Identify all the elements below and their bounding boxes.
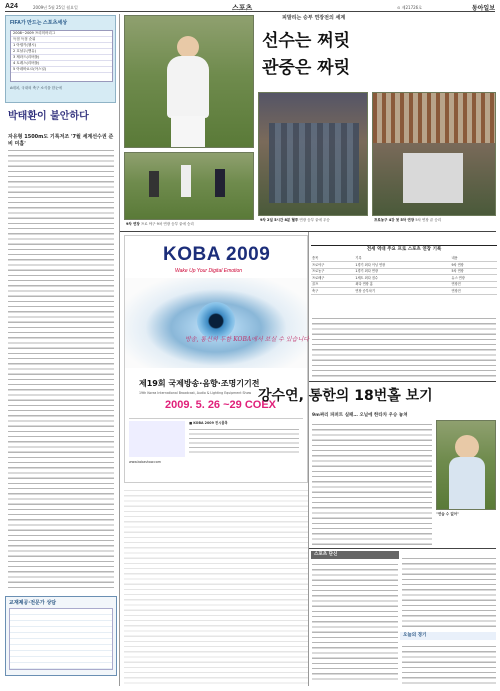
table-cell: 1세트 최다 점수 xyxy=(354,275,450,282)
table-title: 전세 역대 주요 프로 스포츠 연장 기록 xyxy=(366,247,442,252)
golfer-portrait-photo xyxy=(436,420,496,510)
koba-footer: www.kobashow.com xyxy=(129,460,161,464)
baseball-photo xyxy=(258,92,368,216)
table-cell: 1경기 최다 이닝 연장 xyxy=(354,262,450,269)
page-number: A24 xyxy=(5,3,18,10)
table-cell: 최다 연장 홀 xyxy=(354,281,450,288)
column-divider xyxy=(119,14,120,686)
koba-info-graphic xyxy=(129,421,185,457)
caption-text: 프로 야구 9차 연장 승부 끝에 승리 xyxy=(140,222,194,226)
column-divider xyxy=(308,232,309,686)
left-subhead: 자유형 1500m도 기록저조 '7월 세계선수권 준비 미흡' xyxy=(8,134,114,147)
briefs-header: 스포츠 단신 xyxy=(311,551,399,559)
newspaper-name: 동아일보 xyxy=(471,5,495,12)
briefs-text xyxy=(312,562,398,682)
table-cell: 종목 xyxy=(311,255,354,262)
feature-title-line2: 관중은 짜릿 xyxy=(262,58,351,78)
table-cell: 5차 연장 xyxy=(450,268,497,275)
feature-body-text xyxy=(312,316,496,380)
feature-kicker: 피말리는 승부 연장전의 세계 xyxy=(282,15,346,21)
small-advertisement xyxy=(5,596,117,676)
caption-tag: 9차 연장 xyxy=(126,222,140,226)
league-stats-box xyxy=(5,15,116,103)
table-cell: 내용 xyxy=(450,255,497,262)
koba-advertisement xyxy=(124,235,308,483)
stats-row: 득점 득점 순위 xyxy=(11,37,112,43)
caption-tag: 프로농구 4강 첫 5차 연장 xyxy=(374,218,415,222)
koba-info xyxy=(129,418,303,458)
table-cell: 프로농구 xyxy=(311,268,354,275)
article2-headline: 강수연, 통한의 18번홀 보기 xyxy=(258,388,433,404)
stats-row: 1 아넬카(첼시) xyxy=(11,43,112,49)
table-cell: 프로배구 xyxy=(311,275,354,282)
table-cell: 9차 연장 xyxy=(450,262,497,269)
photo-caption xyxy=(260,218,370,223)
portrait-caption: "연습 수 없어" xyxy=(436,512,459,516)
table-cell: 1경기 최다 연장 xyxy=(354,268,450,275)
stats-row: 4 토레스(리버풀) xyxy=(11,61,112,67)
section-divider xyxy=(309,548,496,549)
photo-caption xyxy=(126,222,254,227)
page-header xyxy=(5,2,495,12)
stats-table xyxy=(311,245,497,313)
table-cell: 듀스 연장 xyxy=(450,275,497,282)
section-divider xyxy=(309,381,496,382)
table-cell: 프로야구 xyxy=(311,262,354,269)
section-title: 스포츠 xyxy=(232,4,253,12)
stats-box-title: FIFA가 만드는 스포츠세상 xyxy=(10,20,68,26)
table-cell: 연장 승부차기 xyxy=(354,288,450,295)
stats-list xyxy=(10,30,113,82)
koba-dates: 2009. 5. 26 ~29 COEX xyxy=(165,399,276,411)
bottom-middle-text xyxy=(124,488,308,684)
record-table xyxy=(311,255,497,295)
caption-text: 연장 승부 끝에 우승 xyxy=(299,218,330,222)
issue-number: ⊙ 제21726호 xyxy=(397,5,423,10)
stats-box-caption: A매치, 국내외 축구 소식을 한눈에 xyxy=(10,86,62,90)
stats-row: 5 아데바요르(아스널) xyxy=(11,67,112,73)
koba-info-list xyxy=(189,419,299,459)
koba-logo: KOBA 2009 xyxy=(163,244,271,265)
briefs-text xyxy=(402,556,496,628)
today-games-text xyxy=(402,644,496,684)
basketball-photo xyxy=(372,92,496,216)
article2-subhead: 9m짜리 파퍼트 실패… 오닐에 한타차 우승 놓쳐 xyxy=(312,413,408,418)
eye-image xyxy=(125,278,310,368)
caption-tag: 9차 2일 5시간 8분 혈투 xyxy=(260,218,299,222)
small-ad-grid xyxy=(9,608,113,670)
table-cell: 기록 xyxy=(354,255,450,262)
golf-green-photo xyxy=(124,152,254,220)
left-headline: 박태환이 불안하다 xyxy=(8,111,89,122)
koba-handwriting: 방송, 통신의 두함 KOBA에서 보실 수 있습니다 xyxy=(185,336,310,343)
table-cell: 연장전 xyxy=(450,281,497,288)
issue-date: 2009년 5월 25일 월요일 xyxy=(33,5,78,10)
stats-row: 2 호날두(맨유) xyxy=(11,49,112,55)
table-cell: 골프 xyxy=(311,281,354,288)
table-cell: 축구 xyxy=(311,288,354,295)
table-cell: 연장전 xyxy=(450,288,497,295)
section-divider xyxy=(120,231,496,232)
koba-info-title: ■ KOBA 2009 전시품목 xyxy=(189,421,228,425)
stats-row: 2008~2009 프리미어리그 xyxy=(11,31,112,37)
stats-row: 3 제라드(리버풀) xyxy=(11,55,112,61)
koba-tagline: Wake Up Your Digital Emotion xyxy=(175,268,243,274)
left-body-text xyxy=(8,148,114,588)
photo-caption xyxy=(374,218,496,223)
caption-text: 5차 연장 끝 승리 xyxy=(415,218,442,222)
golfer-photo xyxy=(124,15,254,148)
small-ad-title: 교재제공·전문가 상담 xyxy=(9,600,57,606)
koba-title-english: 19th Korea International Broadcast, Audio & Lighting Equipment Show xyxy=(139,391,252,395)
table-row xyxy=(311,288,497,295)
koba-info-lines xyxy=(189,427,299,455)
feature-title-line1: 선수는 쩌릿 xyxy=(262,31,351,51)
koba-title: 제19회 국제방송·음향·조명기기전 xyxy=(139,379,260,388)
today-games-header: 오늘의 경기 xyxy=(400,632,496,640)
article2-body xyxy=(312,422,432,547)
